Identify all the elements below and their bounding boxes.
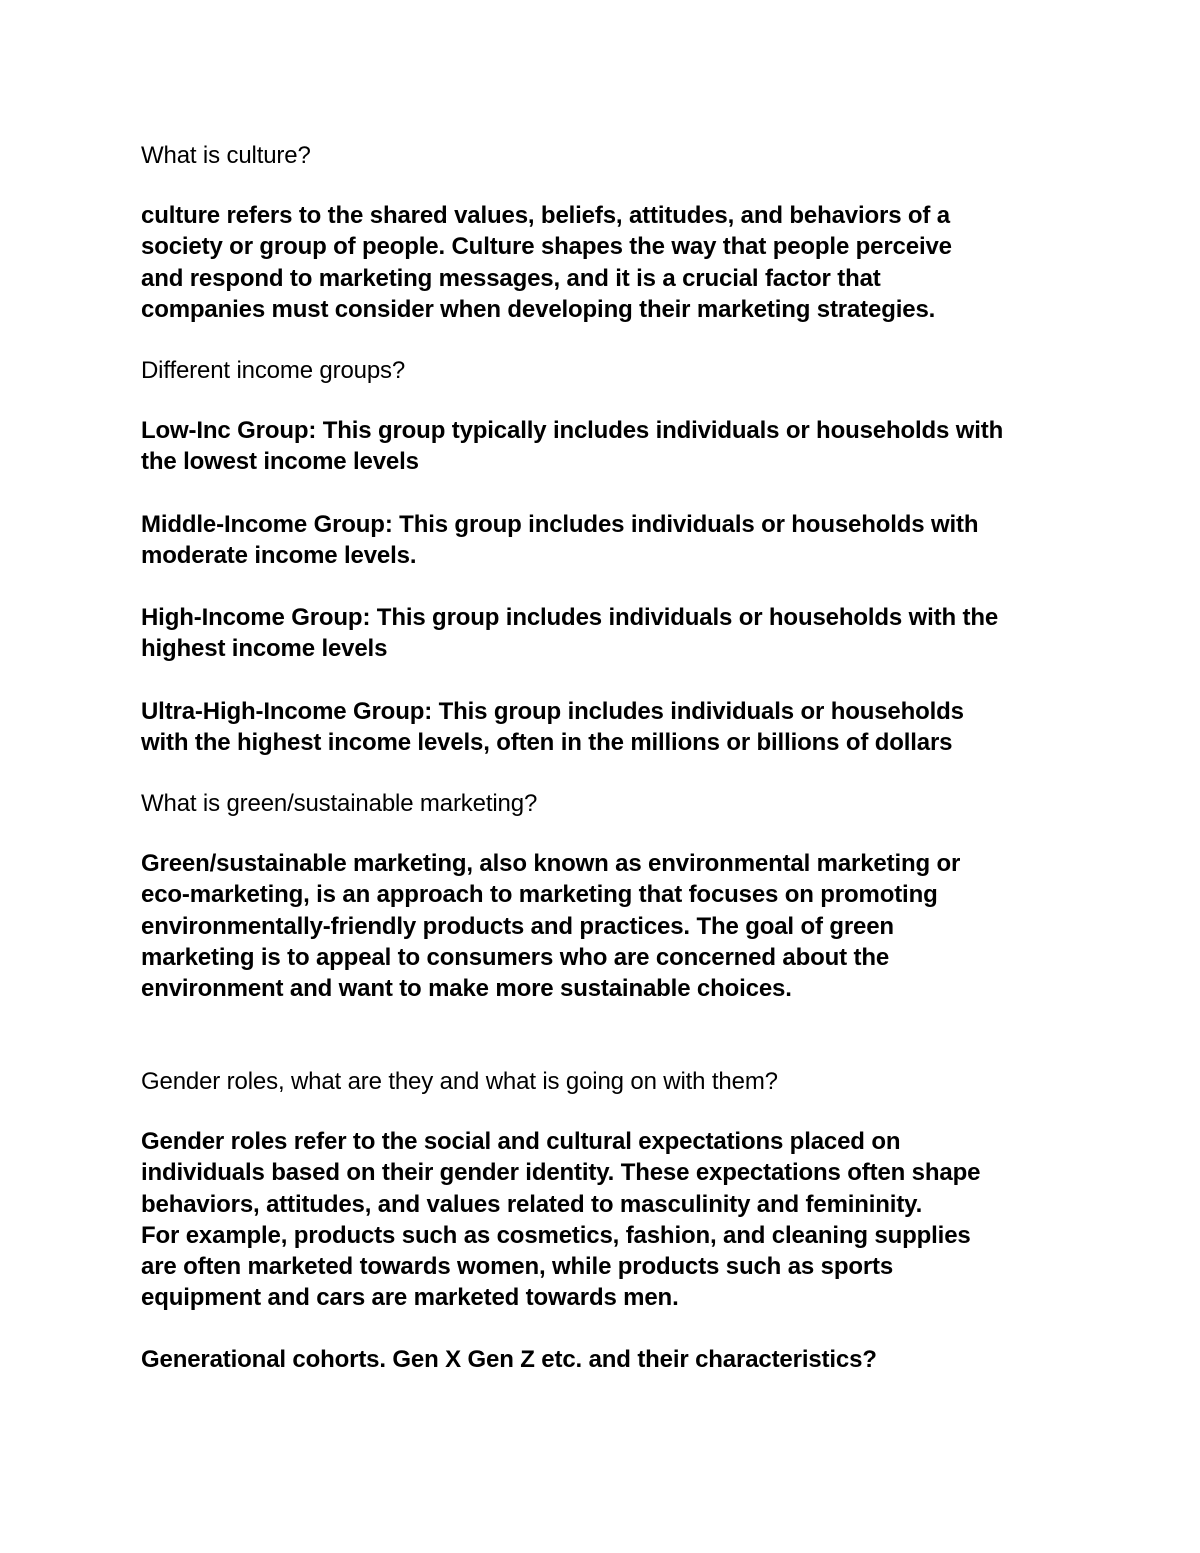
culture-question [141, 140, 1081, 171]
culture-answer-line: culture refers to the shared values, beliefs, attitudes, and behaviors of a [141, 202, 950, 229]
income-high-line: High-Income Group: This group includes individuals or households with the [141, 604, 999, 631]
income-low-line: the lowest income levels [141, 448, 419, 476]
generations-question-text: Generational cohorts. Gen X Gen Z etc. and their characteristics? [141, 1346, 877, 1373]
gender-answer-line: are often marketed towards women, while products such as sports [141, 1253, 894, 1281]
culture-answer-line: companies must consider when developing their marketing strategies. [141, 295, 936, 323]
green-answer-line: marketing is to appeal to consumers who are concerned about the [141, 943, 890, 971]
gender-question-text: Gender roles, what are they and what is going on with them? [141, 1068, 778, 1095]
green-answer-line: Green/sustainable marketing, also known as environmental marketing or [141, 850, 961, 877]
gender-answer [141, 1126, 1081, 1314]
income-question-text: Different income groups? [141, 357, 406, 384]
green-answer-line: environment and want to make more sustainable choices. [141, 975, 792, 1003]
gender-answer-line: equipment and cars are marketed towards men. [141, 1284, 679, 1312]
green-question [141, 788, 1081, 819]
culture-answer-line: society or group of people. Culture shapes the way that people perceive [141, 233, 952, 261]
green-answer-line: eco-marketing, is an approach to marketing that focuses on promoting [141, 881, 938, 909]
gender-answer-line: Gender roles refer to the social and cultural expectations placed on [141, 1128, 901, 1155]
income-low-line: Low-Inc Group: This group typically includes individuals or households with [141, 417, 1004, 444]
income-middle-group [141, 509, 1081, 572]
income-middle-line: Middle-Income Group: This group includes individuals or households with [141, 511, 979, 538]
green-answer-line: environmentally-friendly products and practices. The goal of green [141, 912, 894, 940]
green-question-text: What is green/sustainable marketing? [141, 790, 538, 817]
income-high-line: highest income levels [141, 635, 388, 663]
income-low-group [141, 415, 1081, 478]
green-answer [141, 848, 1081, 1004]
gender-question [141, 1066, 1081, 1097]
culture-answer-line: and respond to marketing messages, and it is a crucial factor that [141, 264, 881, 292]
income-ultra-group [141, 696, 1081, 759]
income-middle-line: moderate income levels. [141, 542, 417, 570]
culture-question-text: What is culture? [141, 142, 311, 169]
gender-answer-line: behaviors, attitudes, and values related to masculinity and femininity. [141, 1190, 923, 1218]
generations-question [141, 1344, 1081, 1375]
culture-answer [141, 200, 1081, 325]
income-question [141, 355, 1081, 386]
income-ultra-line: Ultra-High-Income Group: This group includes individuals or households [141, 698, 964, 725]
income-ultra-line: with the highest income levels, often in the millions or billions of dollars [141, 729, 953, 757]
gender-answer-line: For example, products such as cosmetics, fashion, and cleaning supplies [141, 1221, 971, 1249]
gender-answer-line: individuals based on their gender identity. These expectations often shape [141, 1159, 981, 1187]
income-high-group [141, 602, 1081, 665]
